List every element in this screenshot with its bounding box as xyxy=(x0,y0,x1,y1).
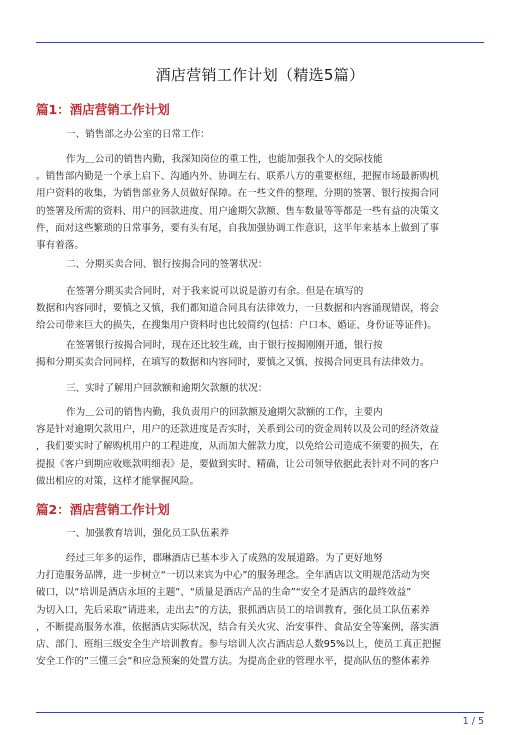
paragraph xyxy=(36,337,484,371)
paragraph xyxy=(36,525,484,542)
text-line: 安全工作的”三懂三会”和应急预案的处置方法。为提高企业的管理水平，提高队伍的整体素养 xyxy=(36,656,430,668)
text-line: 作为＿公司的销售内勤，我负责用户的回款额及逾期欠款额的工作，主要内 xyxy=(66,407,383,418)
text-line: 店、部门、班组三级安全生产培训教育。参与培训人次占酒店总人数95%以上，使员工真正把握 xyxy=(36,639,442,651)
text-line: 做出相应的对策，这样才能掌握风险。 xyxy=(36,475,200,487)
paragraph xyxy=(36,126,484,143)
text-line: 容是针对逾期欠款用户，用户的还款进度是否实时，关系到公司的资金周转以及公司的经济效益 xyxy=(36,424,439,436)
text-line: 二、分期买卖合同、银行按揭合同的签署状况： xyxy=(66,259,268,270)
text-line: ，不断提高服务水准，依据酒店实际状况，结合有关火灾、治安事件、食品安全等案例，落实酒 xyxy=(36,621,439,633)
text-line: 的签署及所需的资料、用户的回款进度、用户逾期欠款额、售车数量等等都是一些有益的决策文 xyxy=(36,205,439,217)
page-number: 1 / 5 xyxy=(462,716,484,727)
paragraph xyxy=(36,380,484,397)
text-line: 在签署分期买卖合同时，对于我来说可以说是游刃有余。但是在填写的 xyxy=(66,286,364,297)
paragraph xyxy=(36,151,484,254)
text-line: 事有着落。 xyxy=(36,240,84,252)
paragraph xyxy=(36,283,484,335)
text-line: 力打造服务品牌，进一步树立“一切以来宾为中心”的服务理念。全年酒店以文明规范活动为突 xyxy=(36,570,430,582)
text-line: 为切入口，先后采取“请进来，走出去”的方法，狠抓酒店员工的培训教育，强化员工队伍素养 xyxy=(36,604,430,616)
paragraph xyxy=(36,550,484,670)
paragraph xyxy=(36,256,484,273)
text-line: 一、加强教育培训，强化员工队伍素养 xyxy=(66,528,230,539)
text-line: 给公司带来巨大的损失，在搜集用户资料时也比较简约(包括：户口本、婚证、身份证等证件)。 xyxy=(36,320,437,332)
document-title: 酒店营销工作计划（精选5篇） xyxy=(155,66,365,84)
text-line: 破口，以“培训是酒店永垣的主题”、“质量是酒店产品的生命”“安全才是酒店的最终效益” xyxy=(36,587,412,599)
paragraph xyxy=(36,404,484,490)
text-line: 作为＿公司的销售内勤，我深知岗位的重工性，也能加强我个人的交际技能 xyxy=(66,154,383,165)
header-rule xyxy=(36,42,484,43)
text-line: 件，面对这些繁琐的日常事务，要有头有尾，自我加强协调工作意识，这半年来基本上做到了事 xyxy=(36,222,439,234)
text-line: 数据和内容同时，要慎之又慎，我们都知道合同具有法律效力，一旦数据和内容涌现错误，将会 xyxy=(36,303,439,315)
text-line: ，我们要实时了解购机用户的工程进度，从而加大催款力度，以免给公司造成不须要的损失，在 xyxy=(36,441,439,453)
text-line: 一、销售部之办公室的日常工作： xyxy=(66,129,210,140)
text-line: 用户资料的收集，为销售部业务人员做好保障。在一些文件的整理、分期的签署、银行按揭合同 xyxy=(36,188,439,200)
text-line: 经过三年多的运作，郡琳酒店已基本步入了成熟的发展道路。为了更好地努 xyxy=(66,553,383,564)
text-line: 。销售部内勤是一个承上启下、沟通内外、协调左右、联系八方的重要枢纽，把握市场最新购机 xyxy=(36,171,439,183)
text-line: 在签署银行按揭合同时，现在还比较生疏，由于银行按揭刚刚开通，银行按 xyxy=(66,340,383,351)
section-heading: 篇1：酒店营销工作计划 xyxy=(36,102,170,117)
text-line: 揭和分期买卖合同同样，在填写的数据和内容同时，要慎之又慎，按揭合同更具有法律效力。 xyxy=(36,357,430,369)
text-line: 提报《客户到期应收账款明细表》是，要做到实时、精确，让公司领导依据此表针对不同的客户 xyxy=(36,458,439,470)
footer-rule xyxy=(36,712,484,713)
section-heading: 篇2：酒店营销工作计划 xyxy=(36,502,170,517)
text-line: 三、实时了解用户回款额和逾期欠款额的状况： xyxy=(66,383,268,394)
